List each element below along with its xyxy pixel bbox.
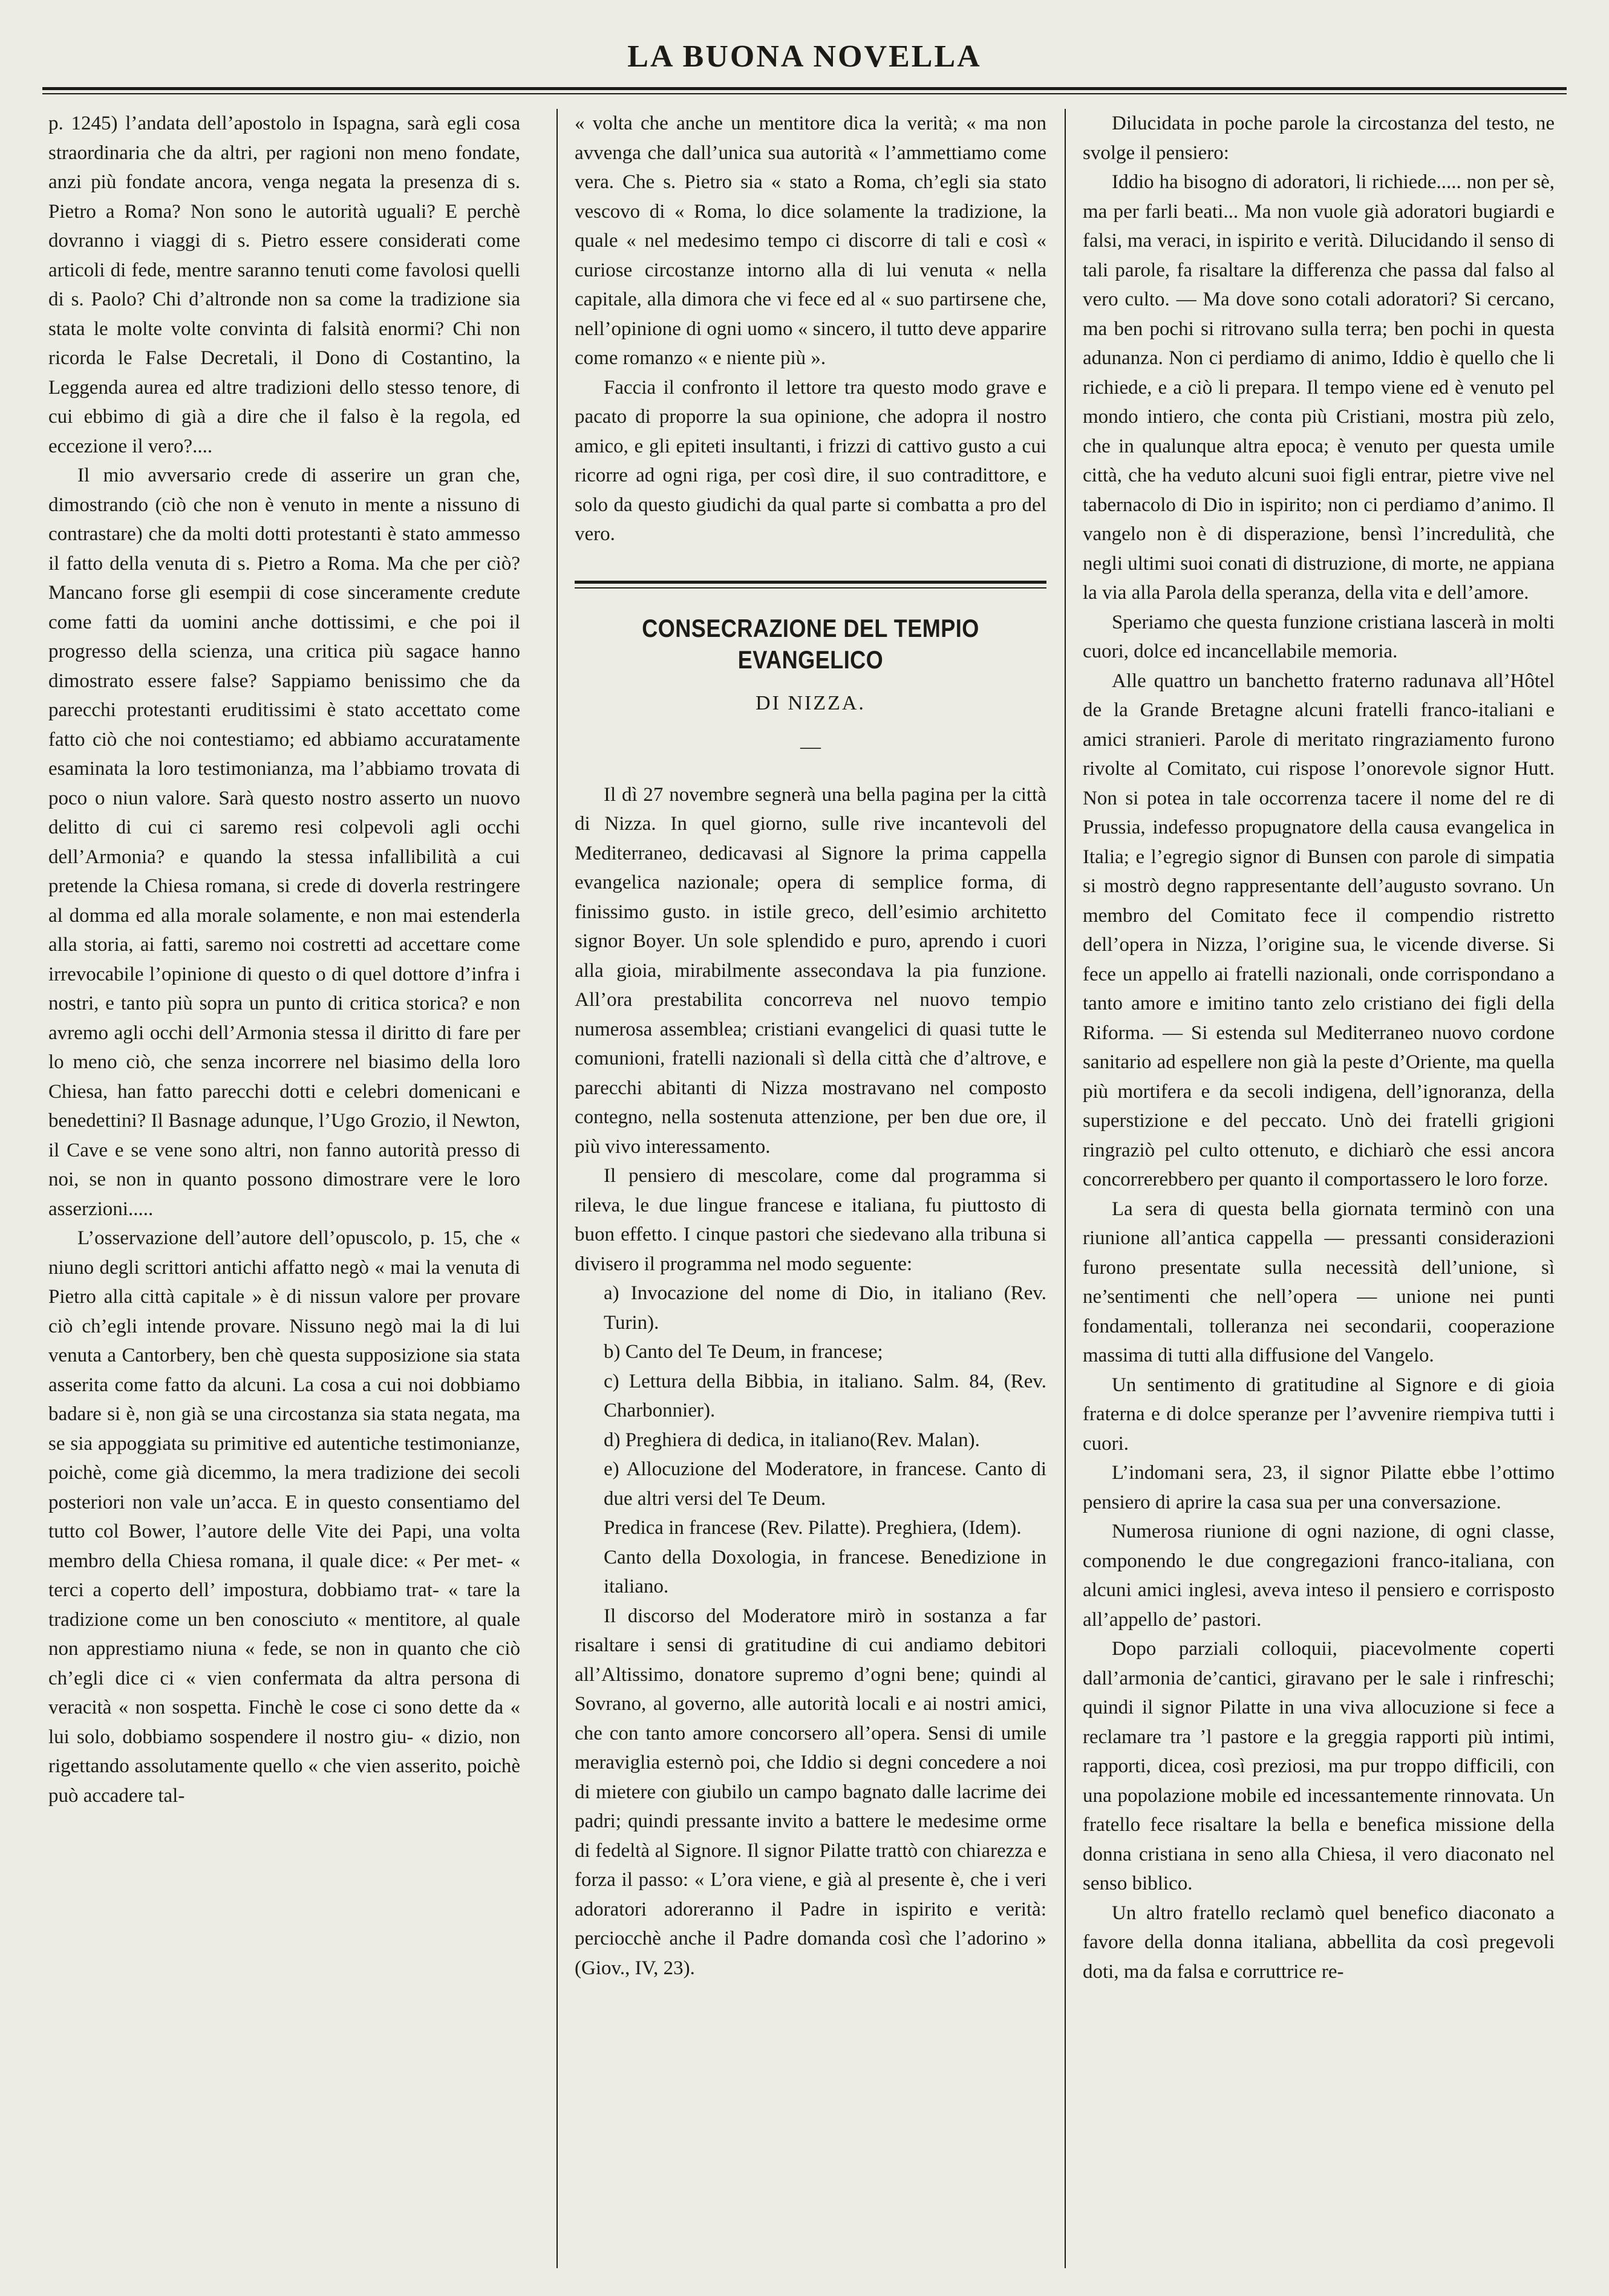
- section-thin-rule: [575, 587, 1046, 589]
- separator-dash: —: [800, 735, 821, 758]
- section-thick-rule: [575, 581, 1046, 584]
- program-list: [575, 1279, 1046, 1602]
- paragraph: Iddio ha bisogno di adoratori, li richiede..... non per sè, ma per farli beati... Ma non vuole già adoratori bugiardi e falsi, ma veraci, in ispirito e verità. Dilucidando il senso di tali parole, fa risaltare la differenza che passa dal falso al vero culto. — Ma dove sono cotali adoratori? Si cercano, ma ben pochi si ritrovano sulla terra; ben pochi in questa adunanza. Non ci perdiamo di animo, Iddio è quello che li richiede, e a ciò li prepara. Il tempo viene ed è venuto pel mondo intiero, che conta più Cristiani, mostra più zelo, che in qualunque altra epoca; è venuto per questa umile città, che ha veduto alcuni suoi figli entrar, pietre vive nel tabernacolo di Dio in ispirito; non ci perdiamo d’animo. Il vangelo non è di disperazione, bensì l’incredulità, che negli ultimi suoi conati di distruzione, di morte, ne appiana la via alla Parola della speranza, della vita e dell’amore.: [1083, 171, 1555, 604]
- program-item: d) Preghiera di dedica, in italiano(Rev. Malan).: [604, 1429, 980, 1451]
- column-divider: [1065, 109, 1066, 2268]
- article-headline: CONSECRAZIONE DEL TEMPIO EVANGELICO: [642, 613, 979, 674]
- header-thick-rule: [42, 87, 1567, 90]
- program-item: a) Invocazione del nome di Dio, in italiano (Rev. Turin).: [604, 1282, 1046, 1334]
- column-3: [1083, 109, 1555, 2268]
- paragraph: Dopo parziali colloquii, piacevolmente coperti dall’armonia de’cantici, giravano per le sale i rinfreschi; quindi il signor Pilatte in una viva allocuzione si fece a reclamare tra ’l pastore e la greggia rapporti più intimi, rapporti, dicea, così preziosi, ma pur troppo difficili, con una popolazione mobile ed incessantemente rinnovata. Un fratello fece risaltare la bella e benefica missione della donna cristiana in seno alla Chiesa, il vero diaconato nel senso biblico.: [1083, 1638, 1555, 1894]
- paragraph: Speriamo che questa funzione cristiana lascerà in molti cuori, dolce ed incancellabile memoria.: [1083, 611, 1555, 662]
- paragraph: « volta che anche un mentitore dica la verità; « ma non avvenga che dall’unica sua autorità « l’ammettiamo come vera. Che s. Pietro sia « stato a Roma, ch’egli sia stato vescovo di « Roma, lo dice solamente la tradizione, la quale « nel medesimo tempo ci discorre di tali e così « curiose circostanze intorno alla di lui venuta « nella capitale, alla dimora che vi fece ed al « suo partirsene che, nell’opinione di ogni uomo « sincero, il tutto deve apparire come romanzo « e niente più ».: [575, 113, 1046, 369]
- paragraph: Un sentimento di gratitudine al Signore e di gioia fraterna e di dolce speranze per l’avvenire riempiva tutti i cuori.: [1083, 1374, 1555, 1455]
- program-item: b) Canto del Te Deum, in francese;: [604, 1341, 883, 1363]
- newspaper-page: [42, 24, 1567, 2274]
- column-1: [48, 109, 520, 2268]
- paragraph: p. 1245) l’andata dell’apostolo in Ispagna, sarà egli cosa straordinaria che da altri, per ragioni non meno fondate, anzi più fondate ancora, venga negata la presenza di s. Pietro a Roma? Non sono le autorità uguali? E perchè dovranno i viaggi di s. Pietro essere considerati come articoli di fede, mentre saranno tenuti come favolosi quelli di s. Paolo? Chi d’altronde non sa come la tradizione sia stata le molte volte convinta di falsità enormi? Chi non ricorda le False Decretali, il Dono di Costantino, la Leggenda aurea ed altre tradizioni dello stesso tenore, di cui ebbimo di già a dire che il falso è la regola, ed eccezione il vero?....: [48, 113, 520, 457]
- paragraph: Faccia il confronto il lettore tra questo modo grave e pacato di proporre la sua opinione, che adopra il nostro amico, e gli epiteti insultanti, i frizzi di cattivo gusto a cui ricorre ad ogni riga, per così dire, il suo contradittore, e solo da questo giudichi da qual parte si combatta a pro del vero.: [575, 376, 1046, 545]
- paragraph: Il mio avversario crede di asserire un gran che, dimostrando (ciò che non è venuto in mente a nissuno di contrastare) che da molti dotti protestanti è stato ammesso il fatto della venuta di s. Pietro a Roma. Ma che per ciò? Mancano forse gli esempii di cose sinceramente credute come fatti da uomini anche dottissimi, e che poi il progresso della scienza, una critica più sagace hanno dimostrato essere false? Sappiamo benissimo che da parecchi protestanti eruditissimi è stato accettato come fatto ciò che noi contestiamo; ed abbiamo accuratamente esaminata la loro testimonianza, ma l’abbiamo trovata di poco o niun valore. Sarà questo nostro asserto un nuovo delitto di cui ci saremo resi colpevoli agli occhi dell’Armonia? e quando la stessa infallibilità a cui pretende la Chiesa romana, si crede di doverla restringere al domma ed alla morale solamente, e non mai estenderla alla storia, ai fatti, saremo noi costretti ad accettare come irrevocabile l’opinione di questo o di quel dottore d’infra i nostri, e tanto più sopra un punto di critica storica? e non avremo agli occhi dell’Armonia stessa il diritto di fare per lo meno ciò, che senza incorrere nel biasimo della loro Chiesa, han fatto parecchi dotti e celebri domenicani e benedettini? Il Basnage adunque, l’Ugo Grozio, il Newton, il Cave e se vene sono altri, non fanno autorità presso di noi, se non in quanto possono dimostrare vere le loro asserzioni.....: [48, 465, 520, 1220]
- paragraph: Alle quattro un banchetto fraterno radunava all’Hôtel de la Grande Bretagne alcuni fratelli franco-italiani e amici stranieri. Parole di meritato ringraziamento furono rivolte al Comitato, cui rispose l’onorevole signor Hutt. Non si potea in tale occorrenza tacere il nome del re di Prussia, indefesso propugnatore della causa evangelica in Italia; e l’egregio signor di Bunsen con parole di simpatia si mostrò degno rappresentante dell’augusto sovrano. Un membro del Comitato fece il compendio ristretto dell’opera in Nizza, l’origine sua, le vicende diverse. Si fece un appello ai fratelli nazionali, onde corrispondano a tanto amore e imitino tanto zelo cristiano dei figli della Riforma. — Si estenda sul Mediterraneo nuovo cordone sanitario ad espellere non già la peste d’Oriente, ma quella più mortifera e da secoli indigena, dell’ignoranza, della superstizione e del peccato. Unò dei fratelli grigioni ringraziò pel culto ottenuto, e dichiarò che essi ancora concorrerebbero per quanto il comportassero le loro forze.: [1083, 670, 1555, 1190]
- program-item: c) Lettura della Bibbia, in italiano. Salm. 84, (Rev. Charbonnier).: [604, 1370, 1046, 1421]
- newspaper-title: LA BUONA NOVELLA: [627, 39, 982, 74]
- paragraph: Il discorso del Moderatore mirò in sostanza a far risaltare i sensi di gratitudine di cui andiamo debitori all’Altissimo, donatore supremo d’ogni bene; quindi al Sovrano, al governo, alle autorità locali e ai nostri amici, che con tanto amore concorsero all’opera. Sensi di umile meraviglia esternò poi, che Iddio si degni concedere a noi di mietere con giubilo un campo bagnato dalle lacrime dei padri; quindi pressante invito a battere le medesime orme di fedeltà al Signore. Il signor Pilatte trattò con chiarezza e forza il passo: « L’ora viene, e già al presente è, che i veri adoratori adoreranno il Padre in ispirito e verità: perciocchè anche il Padre domanda così che l’adorino » (Giov., IV, 23).: [575, 1605, 1046, 1979]
- header-thin-rule: [42, 93, 1567, 94]
- column-divider: [556, 109, 558, 2268]
- paragraph: Il pensiero di mescolare, come dal programma si rileva, le due lingue francese e italiana, fu piuttosto di buon effetto. I cinque pastori che siedevano alla tribuna si divisero il programma nel modo seguente:: [575, 1165, 1046, 1275]
- program-item: Predica in francese (Rev. Pilatte). Preghiera, (Idem).: [604, 1517, 1022, 1539]
- program-item: Canto della Doxologia, in francese. Benedizione in italiano.: [604, 1546, 1046, 1597]
- article-subheadline: DI NIZZA.: [756, 691, 866, 714]
- paragraph: L’indomani sera, 23, il signor Pilatte ebbe l’ottimo pensiero di aprire la casa sua per una conversazione.: [1083, 1462, 1555, 1513]
- paragraph: Dilucidata in poche parole la circostanza del testo, ne svolge il pensiero:: [1083, 113, 1555, 164]
- masthead: [42, 24, 1567, 97]
- program-item: e) Allocuzione del Moderatore, in francese. Canto di due altri versi del Te Deum.: [604, 1458, 1046, 1510]
- paragraph: Numerosa riunione di ogni nazione, di ogni classe, componendo le due congregazioni franco-italiana, con alcuni amici inglesi, aveva inteso il pensiero e corrisposto all’appello de’ pastori.: [1083, 1521, 1555, 1631]
- paragraph: Un altro fratello reclamò quel benefico diaconato a favore della donna italiana, abbellita da così pregevoli doti, ma da falsa e corruttrice re-: [1083, 1902, 1555, 1983]
- paragraph: Il dì 27 novembre segnerà una bella pagina per la città di Nizza. In quel giorno, sulle rive incantevoli del Mediterraneo, dedicavasi al Signore la prima cappella evangelica nazionale; opera di semplice forma, di finissimo gusto. in istile greco, dell’esimio architetto signor Boyer. Un sole splendido e puro, aprendo i cuori alla gioia, mirabilmente assecondava la pia funzione. All’ora prestabilita concorreva nel nuovo tempio numerosa assemblea; cristiani evangelici di quasi tutte le comunioni, fratelli nazionali sì della città che d’altrove, e parecchi abitanti di Nizza mostravano nel composto contegno, nella sostenuta attenzione, per ben due ore, il più vivo interessamento.: [575, 783, 1046, 1158]
- column-2: [575, 109, 1046, 2268]
- paragraph: La sera di questa bella giornata terminò con una riunione all’antica cappella — pressanti considerazioni furono presentate sulla necessità dell’unione, sì ne’sentimenti che nell’opera — unione nei punti fondamentali, tolleranza nei secondarii, cooperazione massima di tutti alla diffusione del Vangelo.: [1083, 1198, 1555, 1366]
- paragraph: L’osservazione dell’autore dell’opuscolo, p. 15, che « niuno degli scrittori antichi affatto negò « mai la venuta di Pietro alla città capitale » è di nissun valore per provare ciò ch’egli intende provare. Nissuno negò mai la di lui venuta a Cantorbery, ben chè questa supposizione sia stata asserita come fatto da alcuni. La cosa a cui noi dobbiamo badare si è, non già se una circostanza sia stata negata, ma se sia appoggiata su primitive ed autentiche testimonianze, poichè, come già dicemmo, la mera tradizione dei secoli posteriori non vale un’acca. E in questo consentiamo del tutto col Bower, l’autore delle Vite dei Papi, una volta membro della Chiesa romana, il quale dice: « Per met- « terci a coperto dell’ impostura, dobbiamo trat- « tare la tradizione come un ben conosciuto « mentitore, al quale non apprestiamo niuna « fede, se non in quanto che ciò ch’egli dice ci « vien confermata da altra persona di veracità « non sospetta. Finchè le cose ci sono dette da « lui solo, dobbiamo sospendere il nostro giu- « dizio, non rigettando assolutamente quello « che vien asserito, poichè può accadere tal-: [48, 1227, 520, 1807]
